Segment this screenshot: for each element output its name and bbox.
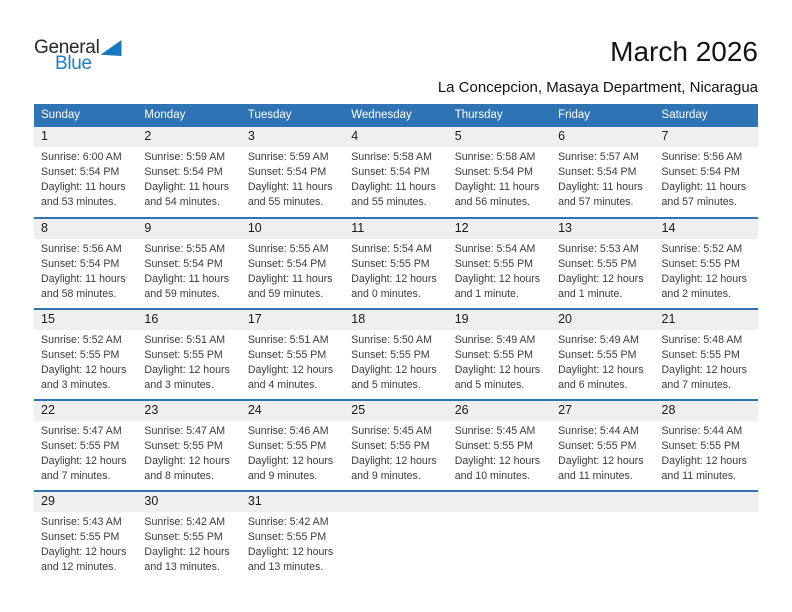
daylight-text-cont: and 7 minutes. [41,470,111,483]
daylight-text-cont: and 0 minutes. [351,288,421,301]
sunrise-text: Sunrise: 5:54 AM [351,243,432,255]
sunset-text: Sunset: 5:54 PM [144,166,223,179]
calendar-table [34,104,758,582]
weekday-header: Thursday [448,104,551,127]
daylight-text: Daylight: 11 hours [454,181,540,194]
calendar-day-cell [241,309,344,400]
calendar-day-cell [344,309,447,400]
sunrise-text: Sunrise: 5:42 AM [247,516,329,528]
day-number [551,492,654,512]
daylight-text: Daylight: 12 hours [558,455,644,468]
daylight-text: Daylight: 12 hours [144,546,230,559]
weekday-header-row [34,104,758,127]
day-number: 5 [448,127,551,147]
sunrise-text: Sunrise: 5:49 AM [454,334,536,346]
calendar-day-cell [448,309,551,400]
sunset-text: Sunset: 5:55 PM [558,258,637,271]
daylight-text-cont: and 8 minutes. [144,470,214,483]
general-blue-logo [34,38,122,73]
day-details [137,421,240,484]
daylight-text: Daylight: 12 hours [351,364,437,377]
sunrise-text: Sunrise: 5:49 AM [558,334,639,346]
sunrise-text: Sunrise: 5:50 AM [351,334,432,346]
sunrise-text: Sunrise: 5:44 AM [661,425,743,437]
day-details [137,330,240,393]
sunset-text: Sunset: 5:55 PM [351,349,430,362]
daylight-text-cont: and 57 minutes. [661,196,737,209]
sunrise-text: Sunrise: 5:59 AM [144,151,226,163]
daylight-text-cont: and 11 minutes. [661,470,737,483]
day-details [551,147,654,210]
week-row [34,218,758,309]
sunset-text: Sunset: 5:54 PM [454,166,534,179]
daylight-text-cont: and 1 minute. [454,288,519,301]
daylight-text: Daylight: 11 hours [247,181,333,194]
day-details [241,147,344,210]
day-details [34,239,137,302]
calendar-day-cell [34,491,137,582]
daylight-text: Daylight: 12 hours [558,273,644,286]
day-details [137,147,240,210]
sunrise-text: Sunrise: 5:47 AM [41,425,122,437]
day-number: 21 [655,310,758,330]
sunset-text: Sunset: 5:55 PM [247,531,327,544]
calendar-day-cell [241,218,344,309]
weekday-header: Tuesday [241,104,344,127]
daylight-text: Daylight: 11 hours [247,273,333,286]
sunset-text: Sunset: 5:55 PM [247,349,327,362]
sunrise-text: Sunrise: 5:45 AM [454,425,536,437]
day-number: 23 [137,401,240,421]
daylight-text: Daylight: 11 hours [144,181,230,194]
calendar-day-cell [551,309,654,400]
sunset-text: Sunset: 5:55 PM [351,258,430,271]
day-details [655,147,758,210]
daylight-text-cont: and 9 minutes. [351,470,421,483]
sunset-text: Sunset: 5:55 PM [454,258,534,271]
day-number [344,492,447,512]
page-title: March 2026 [610,36,758,67]
calendar-day-cell [137,491,240,582]
day-number [655,492,758,512]
day-details [241,512,344,575]
daylight-text-cont: and 56 minutes. [454,196,531,209]
weekday-header: Monday [137,104,240,127]
daylight-text-cont: and 12 minutes. [41,561,117,574]
sunset-text: Sunset: 5:54 PM [661,166,740,179]
day-number: 30 [137,492,240,512]
day-number: 29 [34,492,137,512]
day-number: 3 [241,127,344,147]
calendar-day-cell [448,400,551,491]
logo-word-blue: Blue [55,53,92,74]
sunrise-text: Sunrise: 5:56 AM [41,243,122,255]
daylight-text-cont: and 4 minutes. [247,379,318,392]
day-details [344,147,447,210]
week-row [34,309,758,400]
calendar-day-cell [137,218,240,309]
day-number: 26 [448,401,551,421]
sunrise-text: Sunrise: 5:43 AM [41,516,122,528]
day-details [137,239,240,302]
day-number: 31 [241,492,344,512]
day-number: 9 [137,219,240,239]
daylight-text-cont: and 3 minutes. [41,379,111,392]
daylight-text-cont: and 11 minutes. [558,470,633,483]
day-number: 15 [34,310,137,330]
daylight-text: Daylight: 12 hours [247,546,334,559]
logo-triangle-icon [101,40,122,56]
sunset-text: Sunset: 5:55 PM [41,440,120,453]
day-number: 7 [655,127,758,147]
daylight-text-cont: and 57 minutes. [558,196,634,209]
calendar-day-cell [655,309,758,400]
sunrise-text: Sunrise: 5:42 AM [144,516,226,528]
day-details [34,147,137,210]
sunset-text: Sunset: 5:54 PM [247,166,327,179]
sunset-text: Sunset: 5:55 PM [41,349,120,362]
day-number: 4 [344,127,447,147]
day-details [34,421,137,484]
day-details [344,330,447,393]
calendar-day-cell [655,127,758,218]
day-details [655,239,758,302]
daylight-text-cont: and 7 minutes. [661,379,732,392]
day-number: 24 [241,401,344,421]
day-number [448,492,551,512]
sunset-text: Sunset: 5:55 PM [661,258,740,271]
day-number: 10 [241,219,344,239]
daylight-text-cont: and 5 minutes. [454,379,525,392]
day-details [241,239,344,302]
daylight-text: Daylight: 12 hours [351,273,437,286]
calendar-day-cell [655,491,758,582]
calendar-day-cell [344,127,447,218]
sunset-text: Sunset: 5:55 PM [558,349,637,362]
day-number: 28 [655,401,758,421]
day-details [344,421,447,484]
calendar-day-cell [34,218,137,309]
daylight-text-cont: and 5 minutes. [351,379,421,392]
weekday-header: Wednesday [344,104,447,127]
sunset-text: Sunset: 5:54 PM [144,258,223,271]
calendar-day-cell [344,491,447,582]
day-number: 16 [137,310,240,330]
day-details [448,330,551,393]
calendar-day-cell [137,400,240,491]
daylight-text: Daylight: 11 hours [558,181,643,194]
day-details [551,239,654,302]
day-details [448,147,551,210]
sunset-text: Sunset: 5:55 PM [558,440,637,453]
calendar-day-cell [655,400,758,491]
daylight-text: Daylight: 12 hours [454,273,541,286]
sunset-text: Sunset: 5:54 PM [41,166,120,179]
daylight-text-cont: and 55 minutes. [247,196,324,209]
daylight-text: Daylight: 12 hours [247,364,334,377]
sunset-text: Sunset: 5:55 PM [144,349,223,362]
daylight-text: Daylight: 12 hours [144,455,230,468]
daylight-text: Daylight: 11 hours [661,181,747,194]
daylight-text: Daylight: 12 hours [661,455,747,468]
sunrise-text: Sunrise: 5:51 AM [144,334,226,346]
daylight-text-cont: and 3 minutes. [144,379,214,392]
day-number: 19 [448,310,551,330]
sunrise-text: Sunrise: 5:52 AM [41,334,122,346]
daylight-text: Daylight: 11 hours [41,181,126,194]
daylight-text: Daylight: 12 hours [41,364,127,377]
daylight-text-cont: and 53 minutes. [41,196,117,209]
day-number: 27 [551,401,654,421]
day-details [241,421,344,484]
daylight-text: Daylight: 11 hours [41,273,126,286]
day-details [551,330,654,393]
calendar-day-cell [551,218,654,309]
sunrise-text: Sunrise: 5:52 AM [661,243,743,255]
calendar-day-cell [448,491,551,582]
day-number: 17 [241,310,344,330]
sunrise-text: Sunrise: 5:53 AM [558,243,639,255]
calendar-day-cell [241,127,344,218]
day-number: 20 [551,310,654,330]
day-number: 1 [34,127,137,147]
page-header [34,36,758,96]
calendar-day-cell [551,491,654,582]
sunrise-text: Sunrise: 5:59 AM [247,151,329,163]
daylight-text-cont: and 13 minutes. [144,561,220,574]
daylight-text: Daylight: 12 hours [661,273,747,286]
calendar-day-cell [655,218,758,309]
calendar-day-cell [34,127,137,218]
day-details [137,512,240,575]
sunset-text: Sunset: 5:54 PM [247,258,327,271]
daylight-text-cont: and 2 minutes. [661,288,732,301]
sunrise-text: Sunrise: 6:00 AM [41,151,122,163]
sunrise-text: Sunrise: 5:48 AM [661,334,743,346]
day-number: 18 [344,310,447,330]
sunrise-text: Sunrise: 5:46 AM [247,425,329,437]
sunset-text: Sunset: 5:55 PM [247,440,327,453]
daylight-text: Daylight: 12 hours [144,364,230,377]
sunrise-text: Sunrise: 5:58 AM [351,151,432,163]
day-details [448,421,551,484]
daylight-text: Daylight: 12 hours [454,455,541,468]
daylight-text-cont: and 1 minute. [558,288,623,301]
sunrise-text: Sunrise: 5:54 AM [454,243,536,255]
daylight-text-cont: and 13 minutes. [247,561,324,574]
sunrise-text: Sunrise: 5:45 AM [351,425,432,437]
week-row [34,127,758,218]
day-number: 25 [344,401,447,421]
sunset-text: Sunset: 5:55 PM [144,440,223,453]
day-details [34,512,137,575]
weekday-header: Friday [551,104,654,127]
week-row [34,400,758,491]
daylight-text-cont: and 10 minutes. [454,470,531,483]
sunset-text: Sunset: 5:55 PM [454,349,534,362]
sunrise-text: Sunrise: 5:55 AM [144,243,226,255]
daylight-text-cont: and 59 minutes. [247,288,324,301]
day-details [655,421,758,484]
day-number: 11 [344,219,447,239]
daylight-text-cont: and 55 minutes. [351,196,427,209]
logo-word-general: General [34,37,100,58]
sunrise-text: Sunrise: 5:51 AM [247,334,329,346]
week-row [34,491,758,582]
daylight-text: Daylight: 12 hours [661,364,747,377]
sunset-text: Sunset: 5:55 PM [661,440,740,453]
calendar-day-cell [241,400,344,491]
sunset-text: Sunset: 5:55 PM [351,440,430,453]
daylight-text: Daylight: 12 hours [41,455,127,468]
sunrise-text: Sunrise: 5:44 AM [558,425,639,437]
day-number: 12 [448,219,551,239]
sunrise-text: Sunrise: 5:55 AM [247,243,329,255]
calendar-day-cell [344,400,447,491]
daylight-text: Daylight: 12 hours [351,455,437,468]
sunset-text: Sunset: 5:54 PM [351,166,430,179]
day-number: 14 [655,219,758,239]
day-number: 22 [34,401,137,421]
calendar-day-cell [137,309,240,400]
daylight-text-cont: and 6 minutes. [558,379,628,392]
page-subtitle: La Concepcion, Masaya Department, Nicaragua [437,79,758,96]
daylight-text: Daylight: 12 hours [558,364,644,377]
daylight-text: Daylight: 12 hours [41,546,127,559]
sunset-text: Sunset: 5:55 PM [454,440,534,453]
day-details [655,330,758,393]
day-number: 6 [551,127,654,147]
calendar-day-cell [551,400,654,491]
day-details [448,239,551,302]
sunset-text: Sunset: 5:54 PM [558,166,637,179]
sunset-text: Sunset: 5:54 PM [41,258,120,271]
sunrise-text: Sunrise: 5:57 AM [558,151,639,163]
weekday-header: Sunday [34,104,137,127]
sunrise-text: Sunrise: 5:56 AM [661,151,743,163]
day-number: 2 [137,127,240,147]
calendar-day-cell [448,218,551,309]
calendar-day-cell [448,127,551,218]
weekday-header: Saturday [655,104,758,127]
day-number: 13 [551,219,654,239]
daylight-text: Daylight: 12 hours [454,364,541,377]
daylight-text-cont: and 59 minutes. [144,288,220,301]
day-number: 8 [34,219,137,239]
daylight-text-cont: and 58 minutes. [41,288,117,301]
calendar-day-cell [34,400,137,491]
calendar-day-cell [137,127,240,218]
day-details [551,421,654,484]
calendar-day-cell [551,127,654,218]
daylight-text-cont: and 54 minutes. [144,196,220,209]
sunset-text: Sunset: 5:55 PM [41,531,120,544]
calendar-day-cell [34,309,137,400]
daylight-text: Daylight: 11 hours [144,273,230,286]
day-details [34,330,137,393]
daylight-text: Daylight: 12 hours [247,455,334,468]
daylight-text: Daylight: 11 hours [351,181,436,194]
daylight-text-cont: and 9 minutes. [247,470,318,483]
sunrise-text: Sunrise: 5:47 AM [144,425,226,437]
sunset-text: Sunset: 5:55 PM [661,349,740,362]
sunrise-text: Sunrise: 5:58 AM [454,151,536,163]
calendar-day-cell [344,218,447,309]
day-details [241,330,344,393]
day-details [344,239,447,302]
calendar-day-cell [241,491,344,582]
sunset-text: Sunset: 5:55 PM [144,531,223,544]
